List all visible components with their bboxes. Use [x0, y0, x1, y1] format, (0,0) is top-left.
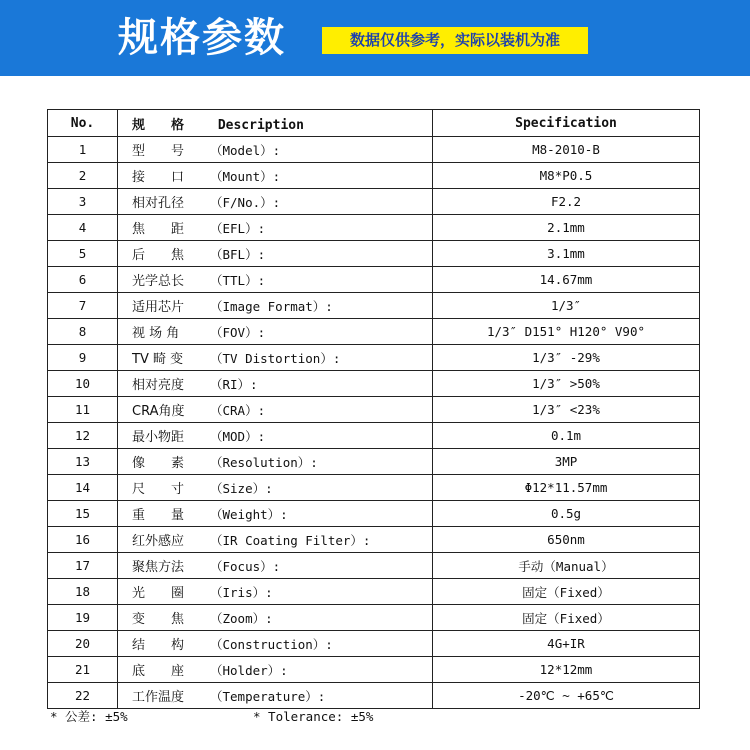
row-description-en: （MOD）:	[210, 429, 266, 444]
row-number: 3	[48, 189, 118, 215]
table-row	[48, 397, 700, 423]
row-specification: 2.1mm	[433, 215, 700, 241]
row-specification: -20℃ ~ +65℃	[433, 683, 700, 709]
row-number: 21	[48, 657, 118, 683]
row-description-zh: 光学总长	[132, 274, 185, 289]
row-description	[118, 501, 433, 527]
row-description	[118, 293, 433, 319]
row-description-en: （Iris）:	[210, 585, 273, 600]
table-row	[48, 293, 700, 319]
row-description-zh: 重 量	[132, 508, 185, 523]
row-specification: 0.5g	[433, 501, 700, 527]
row-number: 11	[48, 397, 118, 423]
row-description-en: （Temperature）:	[210, 689, 326, 704]
row-description-zh: 尺 寸	[132, 482, 185, 497]
row-description	[118, 423, 433, 449]
row-specification: 手动（Manual）	[433, 553, 700, 579]
table-row	[48, 267, 700, 293]
table-row	[48, 319, 700, 345]
row-specification: 12*12mm	[433, 657, 700, 683]
row-description-zh: CRA角度	[132, 404, 185, 419]
header-banner	[0, 0, 750, 76]
row-number: 14	[48, 475, 118, 501]
row-description-zh: 红外感应	[132, 534, 185, 549]
row-specification: 650nm	[433, 527, 700, 553]
header-description-en: Description	[217, 117, 304, 133]
table-row	[48, 423, 700, 449]
row-number: 2	[48, 163, 118, 189]
row-description-zh: 聚焦方法	[132, 560, 185, 575]
disclaimer-badge: 数据仅供参考，实际以装机为准	[322, 27, 588, 54]
row-description	[118, 683, 433, 709]
row-description	[118, 267, 433, 293]
table-row	[48, 215, 700, 241]
table-row	[48, 605, 700, 631]
table-row	[48, 501, 700, 527]
row-number: 1	[48, 137, 118, 163]
row-description-zh: 焦 距	[132, 222, 185, 237]
row-description-zh: 型 号	[132, 144, 185, 159]
row-description-zh: 最小物距	[132, 430, 185, 445]
row-specification: F2.2	[433, 189, 700, 215]
row-description-en: （Zoom）:	[210, 611, 273, 626]
row-description-en: （CRA）:	[210, 403, 266, 418]
row-description	[118, 527, 433, 553]
row-specification: 0.1m	[433, 423, 700, 449]
row-description-zh: 适用芯片	[132, 300, 185, 315]
table-row	[48, 579, 700, 605]
row-description-en: （TV Distortion）:	[210, 351, 341, 366]
header-description-zh: 规 格	[132, 117, 185, 133]
row-description-zh: TV 畸 变	[132, 352, 184, 367]
row-description	[118, 319, 433, 345]
row-specification: 固定（Fixed）	[433, 579, 700, 605]
table-row	[48, 189, 700, 215]
row-description-en: （Focus）:	[210, 559, 281, 574]
row-description-zh: 变 焦	[132, 612, 185, 627]
table-row	[48, 683, 700, 709]
table-row	[48, 553, 700, 579]
row-description	[118, 605, 433, 631]
row-specification: Φ12*11.57mm	[433, 475, 700, 501]
row-specification: 14.67mm	[433, 267, 700, 293]
spec-table-body	[48, 137, 700, 709]
row-description	[118, 163, 433, 189]
table-row	[48, 527, 700, 553]
tolerance-note-zh: * 公差: ±5%	[50, 709, 128, 724]
row-description	[118, 475, 433, 501]
row-description	[118, 579, 433, 605]
table-row	[48, 657, 700, 683]
table-row	[48, 137, 700, 163]
row-description	[118, 215, 433, 241]
header-no: No.	[48, 110, 118, 137]
header-specification: Specification	[433, 110, 700, 137]
table-row	[48, 345, 700, 371]
row-description-zh: 相对孔径	[132, 196, 185, 211]
row-number: 8	[48, 319, 118, 345]
row-specification: 3.1mm	[433, 241, 700, 267]
row-description-en: （Mount）:	[210, 169, 281, 184]
row-description	[118, 397, 433, 423]
row-number: 18	[48, 579, 118, 605]
row-specification: 1/3″ D151° H120° V90°	[433, 319, 700, 345]
row-description-zh: 后 焦	[132, 248, 185, 263]
row-number: 15	[48, 501, 118, 527]
row-description	[118, 631, 433, 657]
row-number: 4	[48, 215, 118, 241]
row-number: 13	[48, 449, 118, 475]
table-row	[48, 371, 700, 397]
spec-table	[47, 109, 700, 709]
row-number: 5	[48, 241, 118, 267]
row-description-en: （IR Coating Filter）:	[210, 533, 371, 548]
row-description-zh: 视 场 角	[132, 326, 180, 341]
row-description-en: （Holder）:	[210, 663, 288, 678]
row-description-en: （F/No.）:	[210, 195, 281, 210]
row-number: 19	[48, 605, 118, 631]
row-description-zh: 工作温度	[132, 690, 185, 705]
table-row	[48, 163, 700, 189]
row-number: 12	[48, 423, 118, 449]
row-number: 7	[48, 293, 118, 319]
row-number: 20	[48, 631, 118, 657]
row-description-en: （Size）:	[210, 481, 273, 496]
table-row	[48, 475, 700, 501]
table-row	[48, 449, 700, 475]
row-number: 9	[48, 345, 118, 371]
row-specification: 3MP	[433, 449, 700, 475]
row-description-en: （Construction）:	[210, 637, 333, 652]
row-description	[118, 553, 433, 579]
row-specification: 1/3″ <23%	[433, 397, 700, 423]
row-description-en: （EFL）:	[210, 221, 266, 236]
row-description-zh: 接 口	[132, 170, 185, 185]
table-row	[48, 631, 700, 657]
row-description-en: （Resolution）:	[210, 455, 318, 470]
row-description-en: （BFL）:	[210, 247, 266, 262]
row-description	[118, 371, 433, 397]
table-row	[48, 241, 700, 267]
row-description-en: （RI）:	[210, 377, 258, 392]
row-specification: M8*P0.5	[433, 163, 700, 189]
row-specification: 4G+IR	[433, 631, 700, 657]
row-description	[118, 449, 433, 475]
row-description-zh: 像 素	[132, 456, 185, 471]
row-description	[118, 345, 433, 371]
row-description-en: （Model）:	[210, 143, 281, 158]
row-description	[118, 189, 433, 215]
row-specification: 固定（Fixed）	[433, 605, 700, 631]
page-title: 规格参数	[118, 15, 286, 61]
row-number: 10	[48, 371, 118, 397]
row-description-en: （Image Format）:	[210, 299, 333, 314]
row-specification: M8-2010-B	[433, 137, 700, 163]
row-description	[118, 657, 433, 683]
row-number: 6	[48, 267, 118, 293]
header-description	[118, 110, 433, 137]
row-description-en: （FOV）:	[210, 325, 266, 340]
row-description-zh: 结 构	[132, 638, 185, 653]
row-description	[118, 137, 433, 163]
row-number: 16	[48, 527, 118, 553]
row-description-zh: 相对亮度	[132, 378, 185, 393]
spec-table-header-row	[48, 110, 700, 137]
tolerance-note-en: * Tolerance: ±5%	[253, 709, 374, 724]
row-description-zh: 光 圈	[132, 586, 185, 601]
row-specification: 1/3″	[433, 293, 700, 319]
row-description	[118, 241, 433, 267]
row-number: 17	[48, 553, 118, 579]
row-specification: 1/3″ >50%	[433, 371, 700, 397]
row-number: 22	[48, 683, 118, 709]
row-description-zh: 底 座	[132, 664, 185, 679]
row-description-en: （TTL）:	[210, 273, 266, 288]
row-description-en: （Weight）:	[210, 507, 288, 522]
row-specification: 1/3″ -29%	[433, 345, 700, 371]
